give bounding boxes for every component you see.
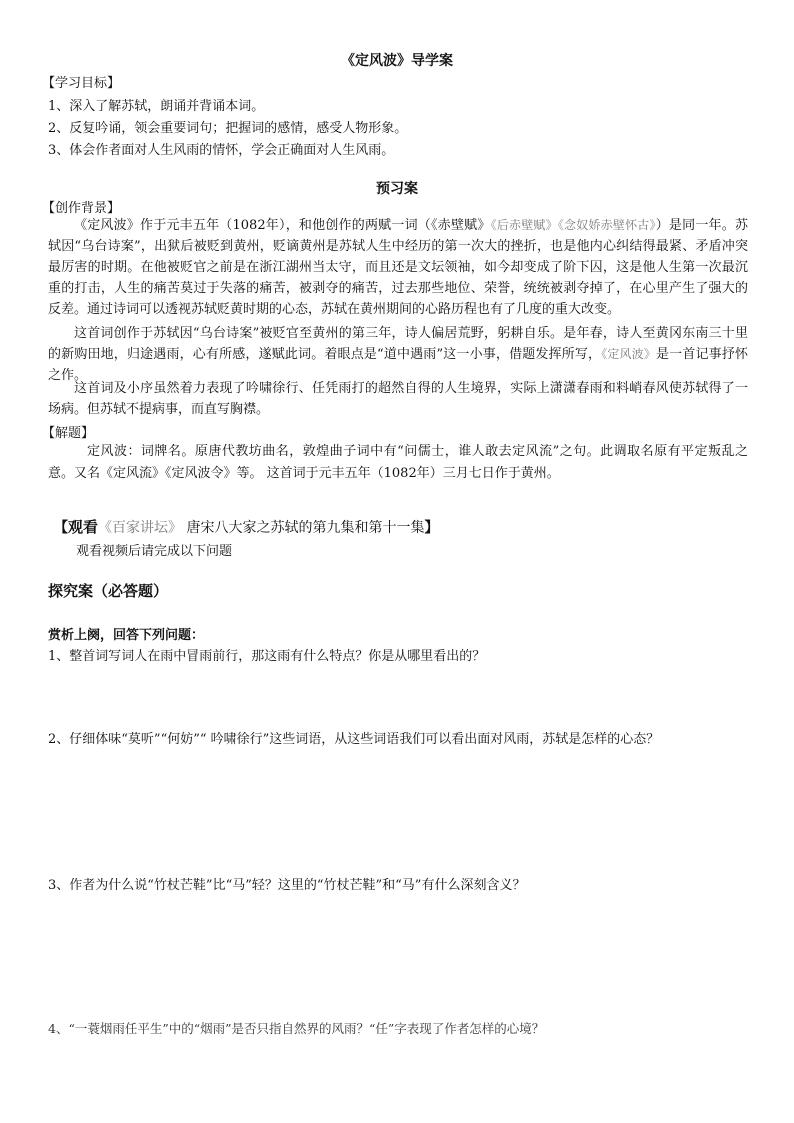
watch-show: 《百家讲坛》: [98, 520, 183, 536]
watch-label: 观看: [68, 518, 99, 536]
background-paragraph-2: [48, 323, 748, 386]
watch-bracket-open: 【: [54, 520, 68, 536]
p2-part-c: 是一首记事抒怀之作。: [48, 347, 748, 383]
p2-part-a: 这首词创作于苏轼因“乌台诗案”被贬官至黄州的第三年，诗人偏居荒野，躬耕自乐。是年春，诗人至黄冈东南三十里的新购田地，归途遇雨，心有所感，遂赋此词。着眼点是“道中遇雨”这一小事，借题发挥所写，: [48, 326, 748, 362]
watch-rest: 唐宋八大家之苏轼的第九集和第十一集: [182, 520, 425, 536]
preview-heading: 预习案: [376, 181, 418, 197]
explain-label: 【解题】: [42, 426, 95, 441]
watch-banner: [54, 516, 438, 537]
background-label: 【创作背景】: [42, 201, 121, 216]
p1-works-list: 《后赤壁赋》《念奴娇赤壁怀古》: [490, 218, 656, 232]
explore-heading: 探究案（必答题）: [48, 582, 169, 600]
watch-instruction: 观看视频后请完成以下问题: [76, 544, 233, 559]
goal-item: 2、反复吟诵，领会重要词句；把握词的感情，感受人物形象。: [48, 121, 408, 136]
watch-bracket-close: 】: [424, 520, 439, 536]
background-paragraph-3: 这首词及小序虽然着力表现了吟啸徐行、任凭雨打的超然自得的人生境界，实际上潇潇春雨和料峭春风使苏轼得了一场病。但苏轼不提病事，而直写胸襟。: [48, 381, 748, 417]
p2-title-ref: 《定风波》: [601, 347, 657, 361]
background-paragraph-1: [48, 215, 748, 320]
p1-part-a: 《定风波》作于元丰五年（1082年），和他创作的两赋一词（《赤壁赋》: [74, 218, 491, 233]
goals-label: 【学习目标】: [42, 76, 121, 91]
p1-part-c: ）是同一年。苏轼因“乌台诗案”，出狱后被贬到黄州，贬谪黄州是苏轼人生中经历的第一次大的挫折，也是他内心纠结得最紧、矛盾冲突最厉害的时期。在他被贬官之前是在浙江湖州当太守，而且还是文坛领袖，如今却变成了阶下囚，这是他人生第一次最沉重的打击，人生的痛苦莫过于失落的痛苦，被剥夺的痛苦，过去那些地位、荣誉，统统被剥夺掉了，在心里产生了强大的反差。通过诗词可以透视苏轼贬黄时期的心态，苏轼在黄州期间的心路历程也有了几度的重大改变。: [48, 218, 748, 317]
question-1: 1、整首词写词人在雨中冒雨前行，那这雨有什么特点？你是从哪里看出的？: [48, 649, 486, 664]
question-2: 2、仔细体味“莫听”“何妨”“ 吟啸徐行”这些词语，从这些词语我们可以看出面对风雨，苏轼是怎样的心态？: [48, 732, 660, 747]
page-title: 《定风波》导学案: [341, 53, 453, 69]
question-4: 4、“一蓑烟雨任平生”中的“烟雨”是否只指自然界的风雨？“任”字表现了作者怎样的心境？: [48, 1021, 545, 1036]
question-3: 3、作者为什么说“竹杖芒鞋”比“马”轻？这里的“竹杖芒鞋”和“马”有什么深刻含义？: [48, 878, 526, 893]
goal-item: 1、深入了解苏轼，朗诵并背诵本词。: [48, 99, 265, 114]
explore-subheading: 赏析上阕，回答下列问题：: [48, 628, 205, 643]
explain-paragraph: 定风波：词牌名。原唐代教坊曲名，敦煌曲子词中有“问儒士，谁人敢去定风流”之句。此调取名原有平定叛乱之意。又名《定风流》《定风波令》等。 这首词于元丰五年（1082年）三月七日作于黄州。: [48, 444, 748, 481]
goal-item: 3、体会作者面对人生风雨的情怀，学会正确面对人生风雨。: [48, 143, 395, 158]
